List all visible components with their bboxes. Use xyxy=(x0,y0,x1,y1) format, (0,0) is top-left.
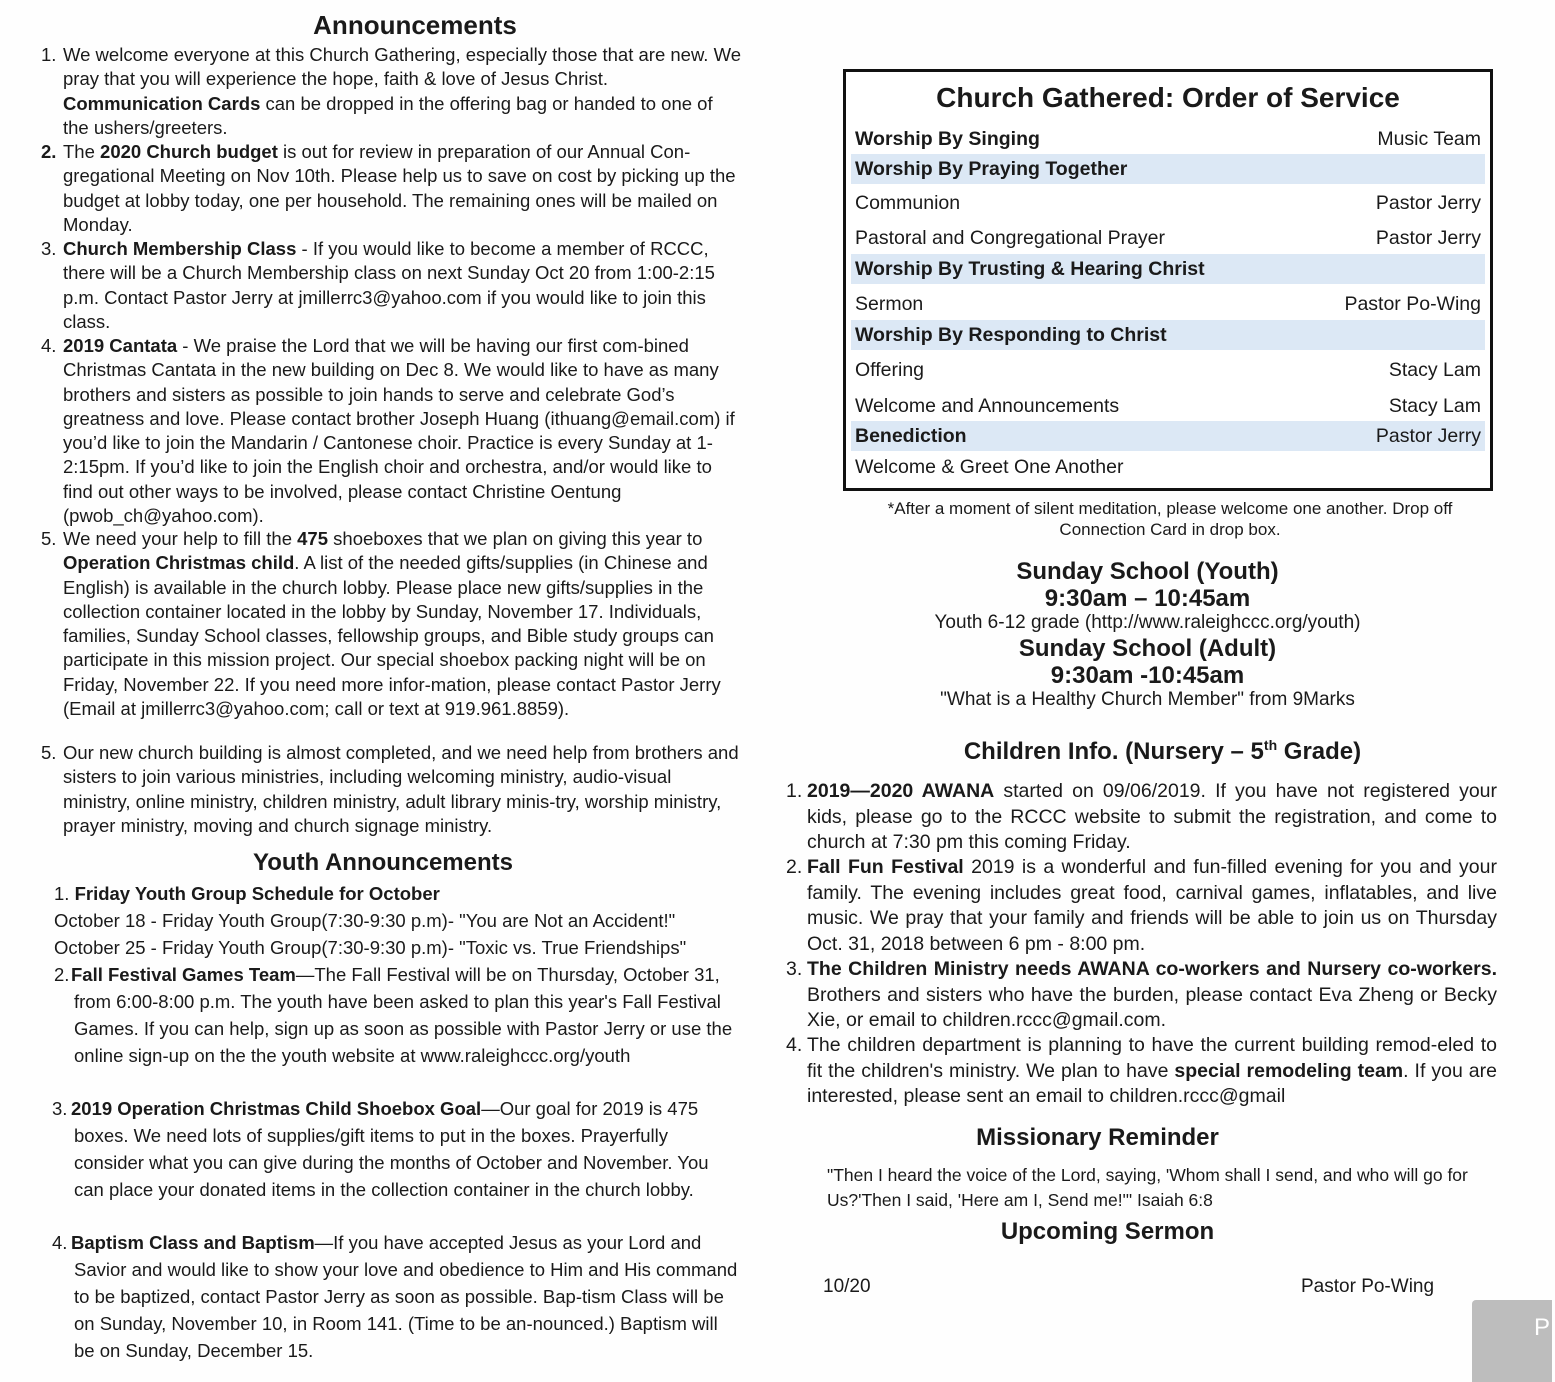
service-row-label: Benediction xyxy=(855,425,967,447)
announcement-text: is out for review in preparation of our Annual Con-gregational Meeting on Nov 10th. Please help us to save on cost by picking up the budget at lobby today, one per household. The remaining ones will be mailed on Monday. xyxy=(63,141,736,235)
left-column xyxy=(0,0,760,1382)
announcement-text: - We praise the Lord that we will be having our first com-bined Christmas Cantata in the new building on Dec 8. We would like to have as many brothers and sisters as possible to join hands to serve and celebrate God’s greatness and love. Please contact brother Joseph Huang (ithuang@email.com) if you’d like to join the Mandarin / Cantonese choir. Practice is every Sunday at 1-2:15pm. If you’d like to join the English choir and orchestra, and/or would like to find out other ways to be involved, please contact Christine Oentung (pwob_ch@yahoo.com). xyxy=(63,335,735,527)
announcement-text: . A list of the needed gifts/supplies (in Chinese and English) is available in the church lobby. Please place new gifts/supplies in the collection container located in the lobby by Sunday, November 17. Individuals, families, Sunday School classes, fellowship groups, and Bible study groups can participate in this mission project. Our special shoebox packing night will be on Friday, November 22. If you need more infor-mation, please contact Pastor Jerry (Email at jmillerrc3@yahoo.com; call or text at 919.961.8859). xyxy=(63,552,721,720)
service-row-label: Worship By Trusting & Hearing Christ xyxy=(855,258,1205,280)
children-item-head: Fall Fun Festival xyxy=(807,856,964,878)
children-item-head2: special remodeling team xyxy=(1174,1059,1404,1082)
announcement-text: - If you would like to become a member of RCCC, there will be a Church Membership class on next Sunday Oct 20 from 1:00-2:15 p.m. Contact Pastor Jerry at jmillerrc3@yahoo.com if you would like to join this class. xyxy=(63,238,715,332)
announcement-num: 2. xyxy=(41,141,57,162)
youth-item-body: —Our goal for 2019 is 475 boxes. We need lots of supplies/gift items to put in the boxes. Prayerfully consider what you can give during the months of October and November. You can place your donated items in the collection container in the church lobby. xyxy=(74,1098,709,1200)
children-item-body: started on 09/06/2019. If you have not registered your kids, please go to the RCCC website to submit the registration, and come to church at 7:30 pm this coming Friday. xyxy=(807,780,1497,853)
children-item xyxy=(807,779,1497,856)
service-row xyxy=(851,289,1485,319)
service-row xyxy=(851,320,1485,350)
page-badge[interactable] xyxy=(1472,1300,1552,1382)
youth-item-head: 2019 Operation Christmas Child Shoebox Goal xyxy=(71,1098,482,1119)
service-row-label: Communion xyxy=(855,192,961,214)
children-item-head: 2019—2020 AWANA xyxy=(807,780,995,802)
announcement-text: can be dropped in the offering bag or handed to one of the ushers/greeters. xyxy=(63,92,713,138)
service-row xyxy=(851,452,1485,482)
service-row-leader: Pastor Po-Wing xyxy=(1344,293,1481,315)
service-row-label: Worship By Singing xyxy=(855,128,1040,150)
sunday-school-youth-time: 9:30am – 10:45am xyxy=(1044,585,1251,612)
youth-item-body: —If you have accepted Jesus as your Lord and Savior and would like to show your love and obedience to Him and His command to be baptized, contact Pastor Jerry as soon as possible. Bap-tism Class will be on Sunday, November 10, in Room 141. (Time to be an-nounced.) Baptism will be on Sunday, December 15. xyxy=(74,1232,738,1361)
children-info-title xyxy=(770,737,1555,766)
youth-item-head: Baptism Class and Baptism xyxy=(71,1232,315,1253)
sunday-school-adult-title: Sunday School (Adult) xyxy=(1018,635,1277,662)
children-item-head: The Children Ministry needs AWANA co-workers and Nursery co-workers. xyxy=(807,958,1497,980)
service-row-label: Worship By Praying Together xyxy=(855,158,1128,180)
service-row-label: Pastoral and Congregational Prayer xyxy=(855,227,1166,249)
youth-item xyxy=(71,961,742,1069)
announcements-title: Announcements xyxy=(313,10,517,40)
service-row-label: Offering xyxy=(855,359,925,381)
service-row-leader: Pastor Jerry xyxy=(1375,227,1481,249)
order-of-service-box xyxy=(843,69,1493,491)
service-row-leader: Music Team xyxy=(1377,128,1481,150)
order-of-service-title: Church Gathered: Order of Service xyxy=(936,82,1400,113)
service-row xyxy=(851,355,1485,385)
service-row xyxy=(851,254,1485,284)
service-row xyxy=(851,391,1485,421)
upcoming-sermon-title: Upcoming Sermon xyxy=(1000,1218,1215,1245)
announcement-bold: Church Membership Class xyxy=(63,238,297,259)
youth-item-num: 4. xyxy=(52,1232,68,1253)
service-row xyxy=(851,223,1485,253)
youth-item xyxy=(71,1095,742,1203)
announcement-item xyxy=(63,140,743,237)
service-row xyxy=(851,188,1485,218)
announcement-bold: Communication Cards xyxy=(63,92,261,114)
right-column xyxy=(770,0,1551,1382)
announcement-item xyxy=(63,527,743,741)
page-badge-letter: P xyxy=(1534,1314,1551,1341)
missionary-title: Missionary Reminder xyxy=(976,1124,1219,1151)
service-row-leader: Stacy Lam xyxy=(1388,359,1481,381)
service-note: *After a moment of silent meditation, please welcome one another. Drop off Connection Card in drop box. xyxy=(887,499,1453,539)
youth-oct25-line: October 25 - Friday Youth Group(7:30-9:30 p.m)- "Toxic vs. True Friendships" xyxy=(54,937,687,958)
children-item xyxy=(807,855,1497,957)
sunday-school-youth-title: Sunday School (Youth) xyxy=(1016,558,1279,585)
announcement-text: We need your help to fill the xyxy=(63,528,298,549)
announcement-bold: 2019 Cantata xyxy=(63,335,178,356)
children-item-body: The children department is planning to have the current building remod-eled to fit the children's ministry. We plan to have xyxy=(807,1034,1497,1082)
children-item-body: Brothers and sisters who have the burden, please contact Eva Zheng or Becky Xie, or email to children.rccc@gmail.com. xyxy=(807,983,1497,1031)
youth-oct18-line: October 18 - Friday Youth Group(7:30-9:30 p.m)- "You are Not an Accident!" xyxy=(54,910,676,931)
children-item xyxy=(807,957,1497,1034)
announcement-num: 5. xyxy=(41,528,57,549)
service-row-leader: Pastor Jerry xyxy=(1375,425,1481,447)
children-item-num: 2. xyxy=(786,856,803,878)
service-row-label: Welcome & Greet One Another xyxy=(855,456,1124,478)
announcement-item xyxy=(63,43,743,140)
announcement-num: 4. xyxy=(41,335,57,356)
service-row-leader: Pastor Jerry xyxy=(1375,192,1481,214)
announcement-text: The xyxy=(63,141,101,162)
children-item-body: 2019 is a wonderful and fun-filled evening for you and your family. The evening includes great food, carnival games, inflatables, and live music. We pray that your family and friends will be able to join us on Thursday Oct. 31, 2018 between 6 pm - 8:00 pm. xyxy=(807,856,1497,955)
children-item-num: 4. xyxy=(786,1034,803,1056)
children-title-pre: Children Info. (Nursery – 5 xyxy=(963,738,1264,765)
service-row-label: Sermon xyxy=(855,293,924,315)
sunday-school-adult-time: 9:30am -10:45am xyxy=(1050,662,1245,689)
announcement-bold: 2020 Church budget xyxy=(100,141,278,162)
children-title-post: Grade) xyxy=(1277,738,1362,765)
children-item-num: 3. xyxy=(786,958,803,980)
announcement-text: Our new church building is almost completed, and we need help from brothers and sisters to join various ministries, including welcoming ministry, audio-visual ministry, online ministry, children ministry, adult library minis-try, worship ministry, prayer ministry, moving and church signage ministry. xyxy=(63,742,739,836)
children-item-num: 1. xyxy=(786,780,803,802)
sunday-school-adult-desc: "What is a Healthy Church Member" from 9Marks xyxy=(940,689,1355,710)
sermon-date: 10/20 xyxy=(823,1276,871,1297)
announcement-num: 5. xyxy=(41,742,57,763)
children-title-sup: th xyxy=(1263,737,1278,753)
youth-item xyxy=(71,1229,742,1364)
announcement-num: 3. xyxy=(41,238,57,259)
service-row xyxy=(851,124,1485,154)
service-row-label: Welcome and Announcements xyxy=(855,395,1120,417)
youth-item-1 xyxy=(54,880,440,907)
youth-item-num: 3. xyxy=(52,1098,68,1119)
announcement-item xyxy=(63,741,743,836)
announcement-num: 1. xyxy=(41,44,57,65)
youth-item-body: —The Fall Festival will be on Thursday, October 31, from 6:00-8:00 p.m. The youth have been asked to plan this year's Fall Festival Games. If you can help, sign up as soon as possible with Pastor Jerry or use the online sign-up on the the youth website at www.raleighccc.org/youth xyxy=(74,964,733,1066)
service-row xyxy=(851,421,1485,451)
youth-item-num: 2. xyxy=(54,964,70,985)
announcement-item xyxy=(63,334,743,527)
sermon-speaker: Pastor Po-Wing xyxy=(1301,1276,1435,1297)
announcement-text: We welcome everyone at this Church Gathering, especially those that are new. We pray that you will experience the hope, faith & love of Jesus Christ. xyxy=(63,44,741,90)
youth-item-1-num: 1. xyxy=(54,883,70,904)
announcement-text: shoeboxes that we plan on giving this year to xyxy=(328,528,703,549)
youth-item-1-head: Friday Youth Group Schedule for October xyxy=(74,883,440,904)
sunday-school-youth-desc: Youth 6-12 grade (http://www.raleighccc.org/youth) xyxy=(934,612,1361,633)
announcement-bold: Operation Christmas child xyxy=(63,552,295,574)
youth-item-head: Fall Festival Games Team xyxy=(71,964,296,985)
children-item xyxy=(807,1033,1497,1110)
service-row-leader: Stacy Lam xyxy=(1388,395,1481,417)
announcement-item xyxy=(63,237,743,334)
children-item-body2: . If you are interested, please sent an email to children.rccc@gmail xyxy=(807,1059,1497,1107)
announcement-bold: 475 xyxy=(297,528,329,549)
youth-announcements-title: Youth Announcements xyxy=(253,849,513,876)
service-row-label: Worship By Responding to Christ xyxy=(855,324,1167,346)
missionary-quote: "Then I heard the voice of the Lord, saying, 'Whom shall I send, and who will go for Us?'Then I said, 'Here am I, Send me!'" Isaiah 6:8 xyxy=(827,1165,1468,1210)
service-row xyxy=(851,154,1485,184)
